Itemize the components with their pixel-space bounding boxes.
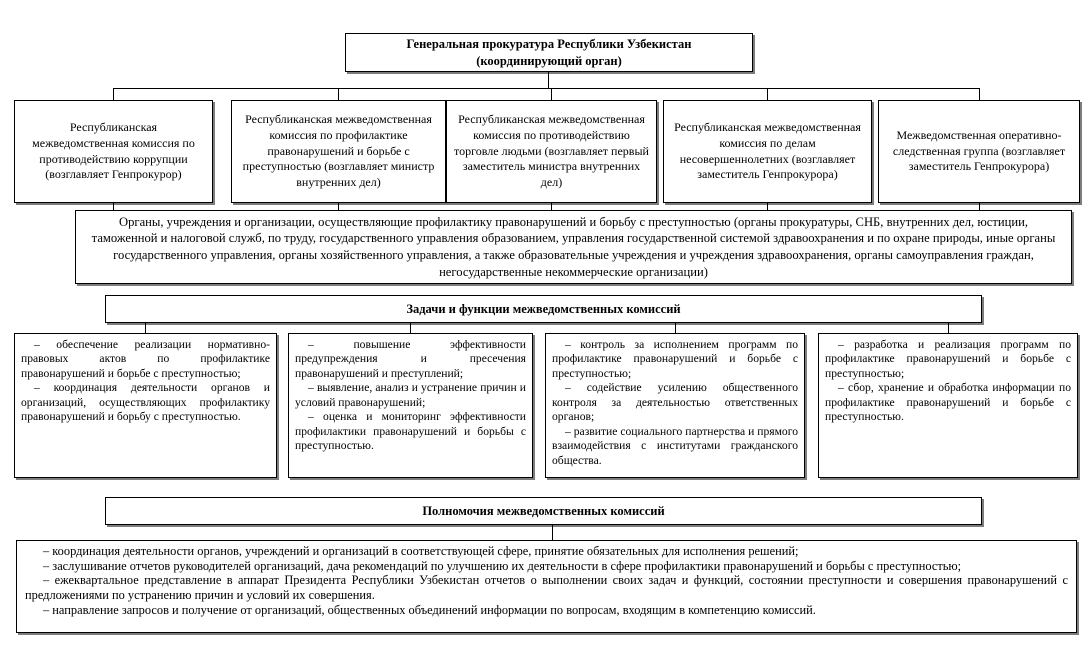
task-item: – оценка и мониторинг эффективности профилактики правонарушений и борьбы с преступностью. xyxy=(295,410,526,453)
powers-item: – ежеквартальное представление в аппарат Президента Республики Узбекистан отчетов о выполнении своих задач и функций, состоянии преступности и совершения правонарушений с предложениями по устранению причин и условий их совершения. xyxy=(25,573,1068,602)
task-box-3 xyxy=(545,333,805,478)
connector-line xyxy=(410,323,411,333)
powers-box xyxy=(16,540,1077,633)
commission-label: Республиканская межведомственная комиссия по профилактике правонарушений и борьбе с преступностью (возглавляет министр внутренних дел) xyxy=(242,111,435,190)
coordinating-body-box xyxy=(345,33,753,72)
connector-line xyxy=(767,203,768,210)
commission-box-crime-prevention xyxy=(231,100,446,203)
connector-line xyxy=(113,203,114,210)
tasks-header-box xyxy=(105,295,982,323)
commission-label: Республиканская межведомственная комиссия по противодействию торговле людьми (возглавляет первый заместитель министра внутренних дел) xyxy=(454,111,649,190)
powers-header-label: Полномочия межведомственных комиссий xyxy=(422,503,665,518)
connector-line xyxy=(675,323,676,333)
task-item: – развитие социального партнерства и прямого взаимодействия с институтами гражданского общества. xyxy=(552,424,798,467)
powers-item: – направление запросов и получение от организаций, общественных объединений информации по вопросам, входящим в компетенцию комиссий. xyxy=(43,602,816,617)
connector-line xyxy=(551,88,552,100)
connector-line xyxy=(767,88,768,100)
task-item: – повышение эффективности предупреждения и пресечения правонарушений и преступлений; xyxy=(295,338,526,380)
connector-line xyxy=(113,88,979,89)
organs-text: Органы, учреждения и организации, осуществляющие профилактику правонарушений и борьбу с преступностью (органы прокуратуры, СНБ, внутренних дел, юстиции, таможенной и налоговой служб, по труду, государственного управления образованием, управления государственной системой здравоохранения и по охране природы, иные органы государственного управления, органы хозяйственного управления, а также образовательные учреждения и учреждения здравоохранения, органы самоуправления граждан, негосударственные некоммерческие организации) xyxy=(91,214,1056,279)
connector-line xyxy=(113,88,114,100)
connector-line xyxy=(948,323,949,333)
powers-item: – заслушивание отчетов руководителей организаций, дача рекомендаций по улучшению их деятельности в сфере профилактики правонарушений и борьбы с преступностью; xyxy=(43,558,962,573)
connector-line xyxy=(338,203,339,210)
connector-line xyxy=(551,203,552,210)
commission-label: Республиканская межведомственная комиссия по противодействию коррупции (возглавляет Генпрокурор) xyxy=(32,119,195,182)
commission-label: Республиканская межведомственная комиссия по делам несовершеннолетних (возглавляет заместитель Генпрокурора) xyxy=(674,119,861,182)
powers-header-box xyxy=(105,497,982,525)
task-item: – содействие усилению общественного контроля за деятельностью ответственных органов; xyxy=(552,381,798,424)
organs-box xyxy=(75,210,1072,284)
task-item: – координация деятельности органов и организаций, осуществляющих профилактику правонарушений и борьбу с преступностью. xyxy=(21,381,270,424)
connector-line xyxy=(548,72,549,88)
connector-line xyxy=(979,88,980,100)
commission-label: Межведомственная оперативно-следственная группа (возглавляет заместитель Генпрокурора) xyxy=(892,127,1066,174)
commission-box-human-trafficking xyxy=(446,100,657,203)
connector-line xyxy=(338,88,339,100)
commission-box-operative-group xyxy=(878,100,1080,203)
powers-item: – координация деятельности органов, учреждений и организаций в соответствующей сфере, принятие обязательных для исполнения решений; xyxy=(43,544,799,558)
connector-line xyxy=(979,203,980,210)
connector-line xyxy=(145,323,146,333)
connector-line xyxy=(552,525,553,540)
commission-box-minors xyxy=(663,100,872,203)
task-box-2 xyxy=(288,333,533,478)
task-item: – обеспечение реализации нормативно-правовых актов по профилактике правонарушений и борьбе с преступностью; xyxy=(21,338,270,380)
coordinating-body-label: Генеральная прокуратура Республики Узбекистан (координирующий орган) xyxy=(406,37,692,68)
task-item: – контроль за исполнением программ по профилактике правонарушений и борьбе с преступностью; xyxy=(552,338,798,380)
commission-box-anticorruption xyxy=(14,100,213,203)
tasks-header-label: Задачи и функции межведомственных комиссий xyxy=(406,301,681,316)
task-item: – разработка и реализация программ по профилактике правонарушений и борьбе с преступностью; xyxy=(825,338,1071,380)
task-box-4 xyxy=(818,333,1078,478)
task-item: – сбор, хранение и обработка информации по профилактике правонарушений и борьбе с преступностью. xyxy=(825,381,1071,424)
task-item: – выявление, анализ и устранение причин и условий правонарушений; xyxy=(295,381,526,409)
task-box-1 xyxy=(14,333,277,478)
